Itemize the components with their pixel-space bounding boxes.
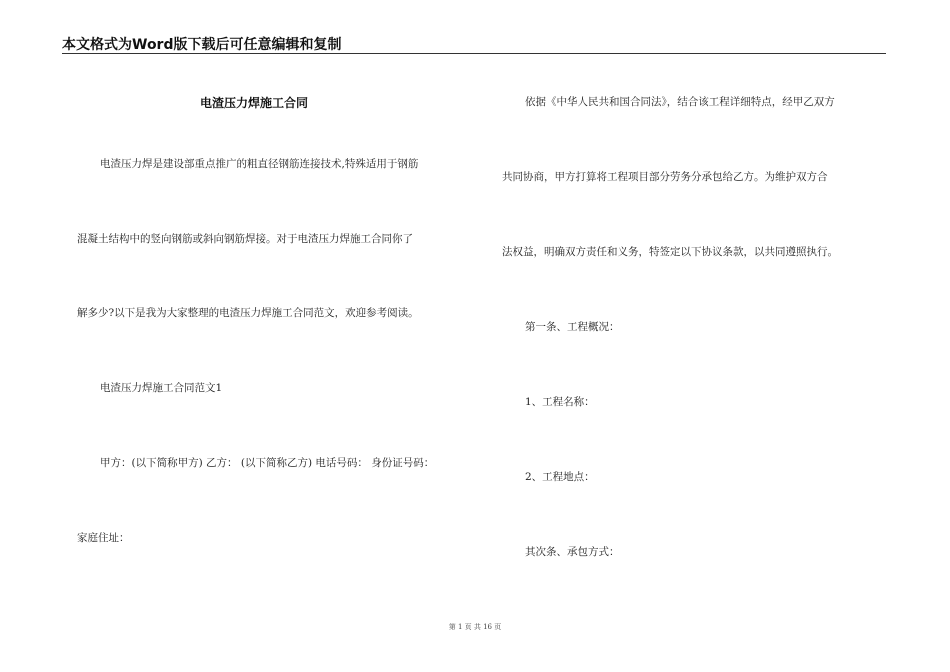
- left-paragraph-line-1: 电渣压力焊是建设部重点推广的粗直径钢筋连接技术,特殊适用于钢筋: [100, 158, 419, 170]
- header-divider: [62, 53, 886, 54]
- left-address-line: 家庭住址：: [77, 532, 130, 544]
- right-clause-1: 第一条、工程概况：: [525, 321, 620, 333]
- left-subtitle: 电渣压力焊施工合同范文1: [100, 382, 223, 394]
- left-paragraph-line-2: 混凝土结构中的竖向钢筋或斜向钢筋焊接。对于电渣压力焊施工合同你了: [77, 233, 413, 245]
- page-number: 第 1 页 共 16 页: [448, 623, 502, 631]
- left-paragraph-line-3: 解多少?以下是我为大家整理的电渣压力焊施工合同范文，欢迎参考阅读。: [77, 307, 419, 319]
- right-item-project-name: 1、工程名称：: [525, 396, 595, 408]
- right-clause-2: 其次条、承包方式：: [525, 546, 620, 558]
- document-title: 电渣压力焊施工合同: [200, 96, 309, 110]
- right-paragraph-line-2: 共同协商，甲方打算将工程项目部分劳务分承包给乙方。为维护双方合: [502, 171, 828, 183]
- header-banner: 本文格式为Word版下载后可任意编辑和复制: [62, 37, 342, 53]
- right-paragraph-line-3: 法权益，明确双方责任和义务，特签定以下协议条款，以共同遵照执行。: [502, 246, 838, 258]
- page-header: [62, 34, 886, 54]
- left-party-line: 甲方：(以下简称甲方) 乙方： (以下简称乙方) 电话号码： 身份证号码：: [100, 457, 435, 469]
- right-item-project-location: 2、工程地点：: [525, 471, 595, 483]
- right-paragraph-line-1: 依据《中华人民共和国合同法》，结合该工程详细特点，经甲乙双方: [525, 96, 835, 108]
